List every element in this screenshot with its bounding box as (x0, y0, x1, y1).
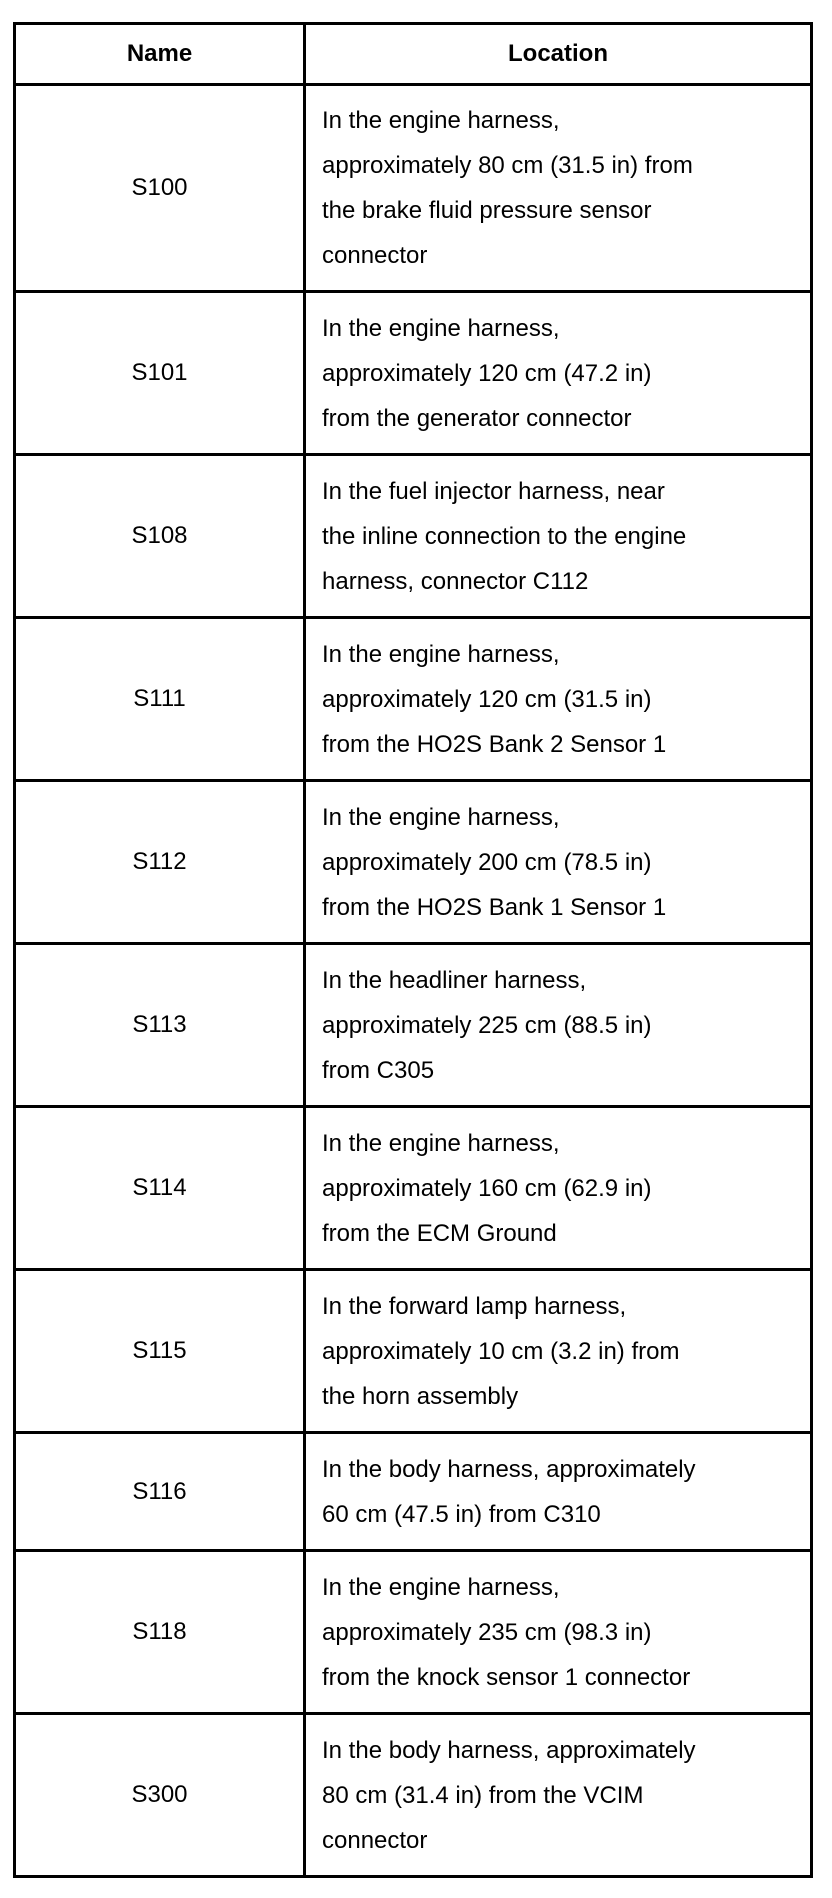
splice-location-cell: In the engine harness, approximately 80 cm (31.5 in) from the brake fluid pressure sensor connector (305, 85, 812, 292)
table-header-row (15, 24, 812, 85)
table-row (15, 292, 812, 455)
splice-name-cell: S115 (15, 1270, 305, 1433)
splice-location-cell: In the forward lamp harness, approximately 10 cm (3.2 in) from the horn assembly (305, 1270, 812, 1433)
table-row (15, 1714, 812, 1877)
splice-name-cell: S108 (15, 455, 305, 618)
splice-name-cell: S114 (15, 1107, 305, 1270)
table-row (15, 85, 812, 292)
table-row (15, 1551, 812, 1714)
splice-name-cell: S116 (15, 1433, 305, 1551)
splice-name-cell: S112 (15, 781, 305, 944)
splice-name-cell: S100 (15, 85, 305, 292)
table-row (15, 618, 812, 781)
splice-location-cell: In the engine harness, approximately 160 cm (62.9 in) from the ECM Ground (305, 1107, 812, 1270)
table-row (15, 781, 812, 944)
splice-location-cell: In the engine harness, approximately 120 cm (31.5 in) from the HO2S Bank 2 Sensor 1 (305, 618, 812, 781)
splice-name-cell: S113 (15, 944, 305, 1107)
splice-location-table (13, 22, 813, 1878)
splice-location-cell: In the engine harness, approximately 200 cm (78.5 in) from the HO2S Bank 1 Sensor 1 (305, 781, 812, 944)
splice-name-cell: S118 (15, 1551, 305, 1714)
splice-location-cell: In the engine harness, approximately 235 cm (98.3 in) from the knock sensor 1 connector (305, 1551, 812, 1714)
splice-location-cell: In the body harness, approximately 60 cm (47.5 in) from C310 (305, 1433, 812, 1551)
splice-location-cell: In the fuel injector harness, near the inline connection to the engine harness, connector C112 (305, 455, 812, 618)
table-row (15, 944, 812, 1107)
table-row (15, 1107, 812, 1270)
splice-location-cell: In the engine harness, approximately 120 cm (47.2 in) from the generator connector (305, 292, 812, 455)
location-column-header: Location (305, 24, 812, 85)
splice-name-cell: S300 (15, 1714, 305, 1877)
table-row (15, 1270, 812, 1433)
splice-name-cell: S111 (15, 618, 305, 781)
splice-name-cell: S101 (15, 292, 305, 455)
table-row (15, 1433, 812, 1551)
name-column-header: Name (15, 24, 305, 85)
splice-location-cell: In the headliner harness, approximately 225 cm (88.5 in) from C305 (305, 944, 812, 1107)
splice-location-cell: In the body harness, approximately 80 cm (31.4 in) from the VCIM connector (305, 1714, 812, 1877)
table-row (15, 455, 812, 618)
